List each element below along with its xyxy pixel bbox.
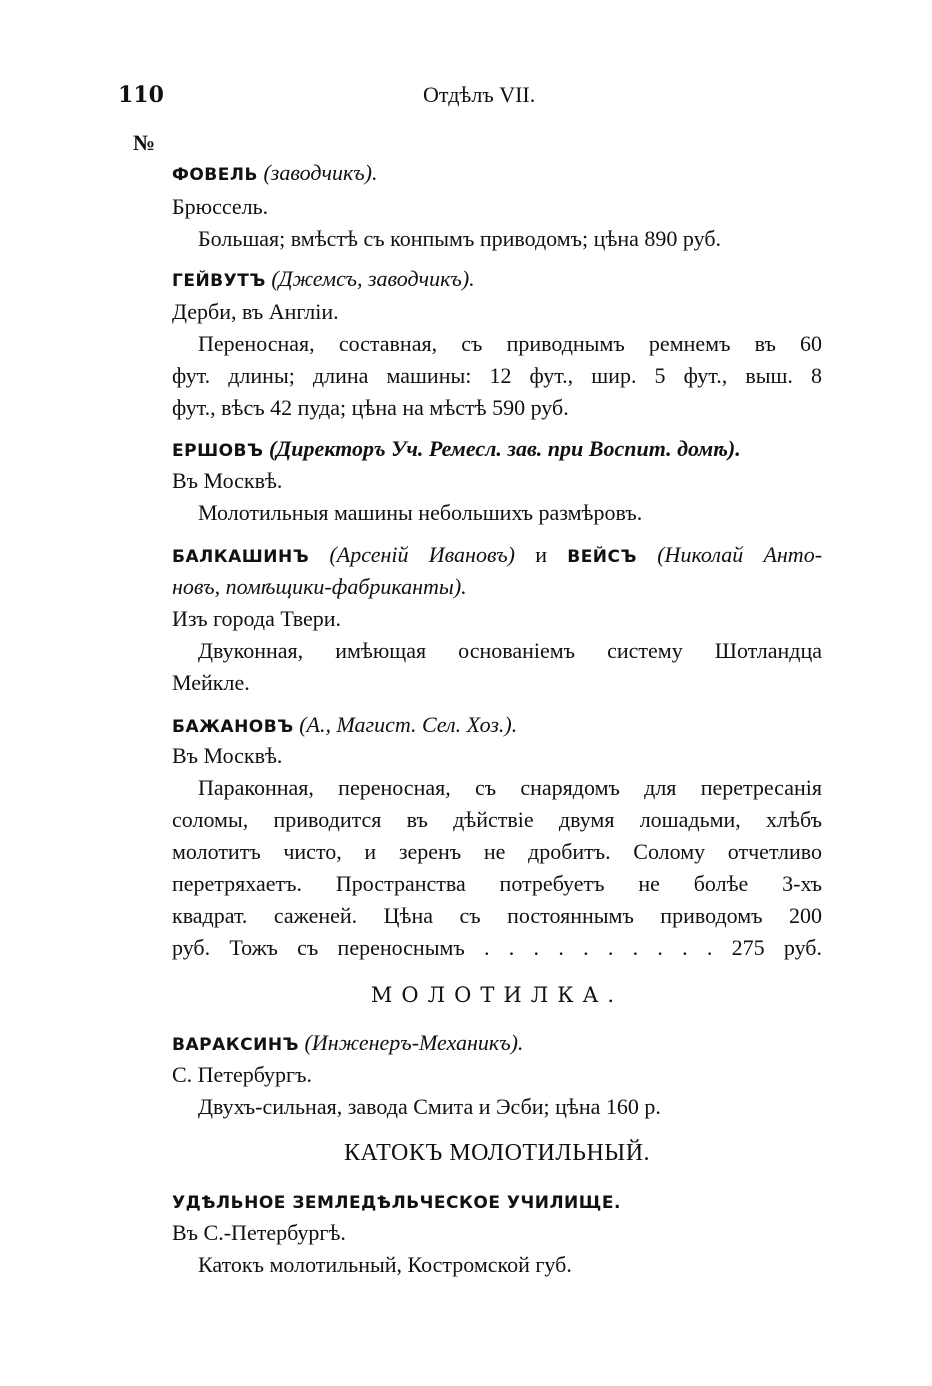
entry-description-line: фут. длины; длина машины: 12 фут., шир. 5 фут., выш. 8	[172, 363, 822, 388]
page-number: 110	[118, 82, 164, 108]
entry-description-line: соломы, приводится въ дѣйствіе двумя лошадьми, хлѣбъ	[172, 807, 822, 832]
exhibitor-title: (Инженеръ-Механикъ).	[304, 1030, 524, 1055]
exhibitor-place: Въ Москвѣ.	[172, 743, 283, 768]
exhibitor-title: (А., Магист. Сел. Хоз.).	[299, 712, 518, 737]
entry-description-line: Мейкле.	[172, 670, 250, 695]
category-heading: МОЛОТИЛКА.	[370, 983, 624, 1007]
exhibitor-title-continued: новъ, помѣщики-фабриканты).	[172, 574, 467, 599]
exhibitor-name: ЕРШОВЪ	[172, 441, 264, 461]
entry-description-line: перетряхаетъ. Пространства потребуетъ не болѣе 3-хъ	[172, 871, 822, 896]
exhibitor-place: Брюссель.	[172, 194, 269, 219]
entry-description-line: Двуконная, имѣющая основаніемъ систему Шотландца	[198, 638, 822, 663]
page-header	[118, 82, 818, 112]
exhibitor-place: Въ С.-Петербургѣ.	[172, 1220, 346, 1245]
exhibitor-title-2: (Николай Анто-	[657, 542, 823, 567]
entry-heading	[172, 1028, 523, 1060]
exhibitor-place: Въ Москвѣ.	[172, 468, 283, 493]
section-title: Отдѣлъ VII.	[423, 82, 536, 107]
entry-description-line: Параконная, переносная, съ снарядомъ для перетресанія	[198, 775, 822, 800]
entry-heading	[172, 264, 475, 296]
entry-heading	[172, 158, 378, 190]
exhibitor-name: УДѢЛЬНОЕ ЗЕМЛЕДѢЛЬЧЕСКОЕ УЧИЛИЩЕ.	[172, 1193, 621, 1213]
exhibitor-title: (заводчикъ).	[263, 160, 378, 185]
numero-mark: №	[133, 130, 156, 155]
exhibitor-name: БАЛКАШИНЪ	[172, 547, 310, 567]
exhibitor-place: Дерби, въ Англіи.	[172, 299, 339, 324]
exhibitor-place: Изъ города Твери.	[172, 606, 342, 631]
entry-description-line: Молотильныя машины небольшихъ размѣровъ.	[198, 500, 643, 525]
exhibitor-title: (Арсеній Ивановъ)	[329, 542, 515, 567]
exhibitor-title: (Директоръ Уч. Ремесл. зав. при Воспит. домѣ).	[268, 436, 741, 461]
exhibitor-name: ФОВЕЛЬ	[172, 165, 258, 185]
exhibitor-name: ВАРАКСИНЪ	[172, 1035, 300, 1055]
exhibitor-name: ГЕЙВУТЪ	[172, 271, 266, 291]
entry-heading	[172, 1186, 621, 1218]
entry-description-line: Катокъ молотильный, Костромской губ.	[198, 1252, 572, 1277]
exhibitor-name: БАЖАНОВЪ	[172, 717, 294, 737]
entry-description-line: квадрат. саженей. Цѣна съ постояннымъ приводомъ 200	[172, 903, 822, 928]
conjunction: и	[535, 542, 547, 567]
entry-heading	[172, 710, 517, 742]
entry-description-line: руб. Тожъ съ переноснымъ . . . . . . . . . . 275 руб.	[172, 935, 822, 960]
entry-heading	[172, 434, 741, 466]
entry-heading	[172, 540, 822, 572]
entry-description-line: Переносная, составная, съ приводнымъ ремнемъ въ 60	[198, 331, 822, 356]
entry-description-line: молотитъ чисто, и зеренъ не дробитъ. Солому отчетливо	[172, 839, 822, 864]
entry-description-line: фут., вѣсъ 42 пуда; цѣна на мѣстѣ 590 руб.	[172, 395, 569, 420]
entry-description-line: Большая; вмѣстѣ съ конпымъ приводомъ; цѣна 890 руб.	[198, 226, 722, 251]
category-heading: КАТОКЪ МОЛОТИЛЬНЫЙ.	[343, 1140, 651, 1166]
exhibitor-place: С. Петербургъ.	[172, 1062, 312, 1087]
exhibitor-name-2: ВЕЙСЪ	[567, 547, 637, 567]
exhibitor-title: (Джемсъ, заводчикъ).	[271, 266, 475, 291]
entry-description-line: Двухъ-сильная, завода Смита и Эсби; цѣна 160 р.	[198, 1094, 661, 1119]
